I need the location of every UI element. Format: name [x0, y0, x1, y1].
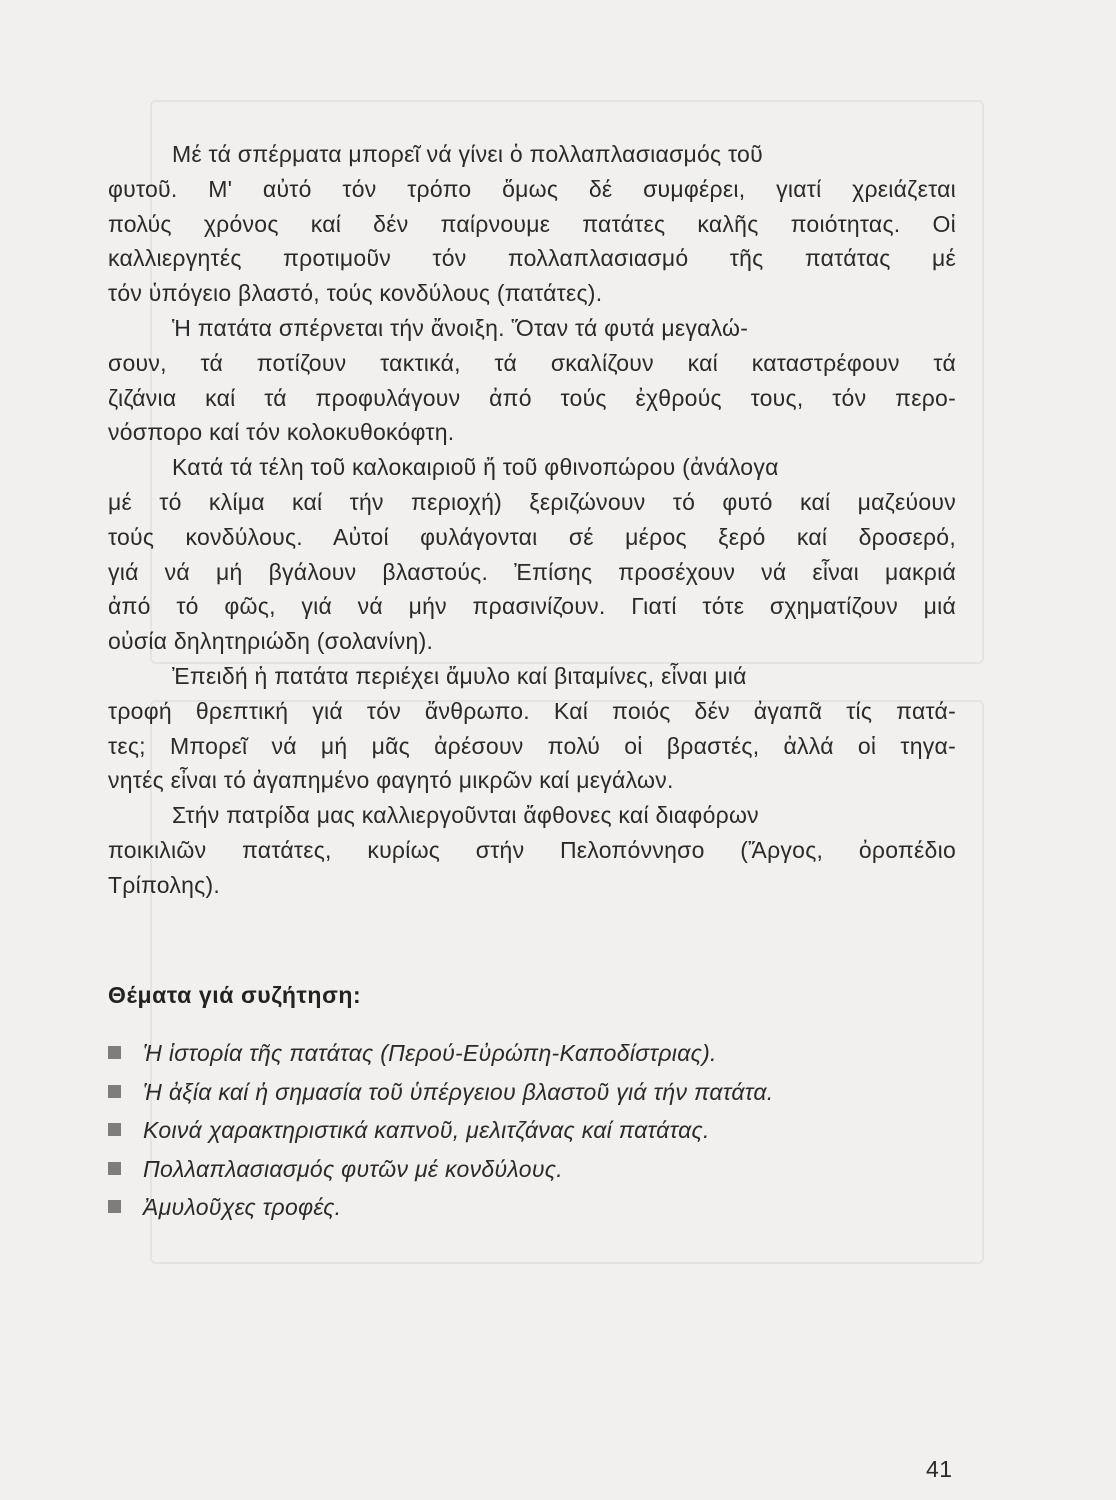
body-text: [108, 137, 956, 903]
text-line: φυτοῦ. Μ' αὐτό τόν τρόπο ὅμως δέ συμφέρει, γιατί χρειάζεται: [108, 175, 956, 202]
text-line: Στήν πατρίδα μας καλλιεργοῦνται ἄφθονες καί διαφόρων: [172, 802, 759, 829]
text-line: Κατά τά τέλη τοῦ καλοκαιριοῦ ἤ τοῦ φθινοπώρου (ἀνάλογα: [172, 454, 779, 481]
text-line: Ἡ πατάτα σπέρνεται τήν ἄνοιξη. Ὅταν τά φυτά μεγαλώ-: [172, 314, 749, 341]
text-line: τες; Μπορεῖ νά μή μᾶς ἀρέσουν πολύ οἱ βραστές, ἀλλά οἱ τηγα-: [108, 732, 956, 759]
page-number: 41: [926, 1456, 953, 1482]
square-bullet-icon: [108, 1046, 121, 1059]
square-bullet-icon: [108, 1085, 121, 1098]
text-line: ζιζάνια καί τά προφυλάγουν ἀπό τούς ἐχθρούς τους, τόν περο-: [108, 384, 956, 411]
text-line: Τρίπολης).: [108, 871, 221, 898]
topics-heading: Θέματα γιά συζήτηση:: [108, 982, 362, 1008]
text-line: καλλιεργητές προτιμοῦν τόν πολλαπλασιασμό τῆς πατάτας μέ: [108, 245, 956, 272]
text-line: τροφή θρεπτική γιά τόν ἄνθρωπο. Καί ποιός δέν ἀγαπᾶ τίς πατά-: [108, 697, 956, 724]
text-line: νόσπορο καί τόν κολοκυθοκόφτη.: [108, 419, 455, 446]
text-line: πολύς χρόνος καί δέν παίρνουμε πατάτες καλῆς ποιότητας. Οἱ: [108, 210, 956, 237]
text-line: τούς κονδύλους. Αὐτοί φυλάγονται σέ μέρος ξερό καί δροσερό,: [108, 523, 956, 550]
text-line: ποικιλιῶν πατάτες, κυρίως στήν Πελοπόννησο (Ἄργος, ὀροπέδιο: [108, 836, 956, 863]
text-line: οὐσία δηλητηριώδη (σολανίνη).: [108, 628, 434, 655]
topic-text: Πολλαπλασιασμός φυτῶν μέ κονδύλους.: [143, 1155, 563, 1182]
topic-item: [108, 1111, 968, 1150]
text-line: ἀπό τό φῶς, γιά νά μήν πρασινίζουν. Γιατί τότε σχηματίζουν μιά: [108, 593, 956, 620]
topic-text: Ἡ ἱστορία τῆς πατάτας (Περού-Εὐρώπη-Καποδίστριας).: [143, 1040, 717, 1066]
square-bullet-icon: [108, 1200, 121, 1213]
text-line: γιά νά μή βγάλουν βλαστούς. Ἐπίσης προσέχουν νά εἶναι μακριά: [108, 558, 956, 585]
text-line: τόν ὑπόγειο βλαστό, τούς κονδύλους (πατάτες).: [108, 280, 603, 307]
text-line: μέ τό κλίμα καί τήν περιοχή) ξεριζώνουν τό φυτό καί μαζεύουν: [108, 488, 956, 515]
text-line: Μέ τά σπέρματα μπορεῖ νά γίνει ὁ πολλαπλασιασμός τοῦ: [172, 141, 763, 167]
topic-text: Κοινά χαρακτηριστικά καπνοῦ, μελιτζάνας καί πατάτας.: [143, 1117, 710, 1143]
text-line: σουν, τά ποτίζουν τακτικά, τά σκαλίζουν καί καταστρέφουν τά: [108, 349, 956, 376]
topic-item: [108, 1073, 968, 1112]
square-bullet-icon: [108, 1123, 121, 1136]
square-bullet-icon: [108, 1162, 121, 1175]
topic-item: [108, 1150, 968, 1189]
topics-list: [108, 1034, 968, 1227]
topic-text: Ἀμυλοῦχες τροφές.: [143, 1194, 342, 1220]
topic-text: Ἡ ἀξία καί ἡ σημασία τοῦ ὑπέργειου βλαστοῦ γιά τήν πατάτα.: [143, 1078, 774, 1105]
topic-item: [108, 1188, 968, 1227]
topic-item: [108, 1034, 968, 1073]
text-line: Ἐπειδή ἡ πατάτα περιέχει ἄμυλο καί βιταμίνες, εἶναι μιά: [172, 662, 747, 689]
text-line: νητές εἶναι τό ἀγαπημένο φαγητό μικρῶν καί μεγάλων.: [108, 767, 674, 794]
